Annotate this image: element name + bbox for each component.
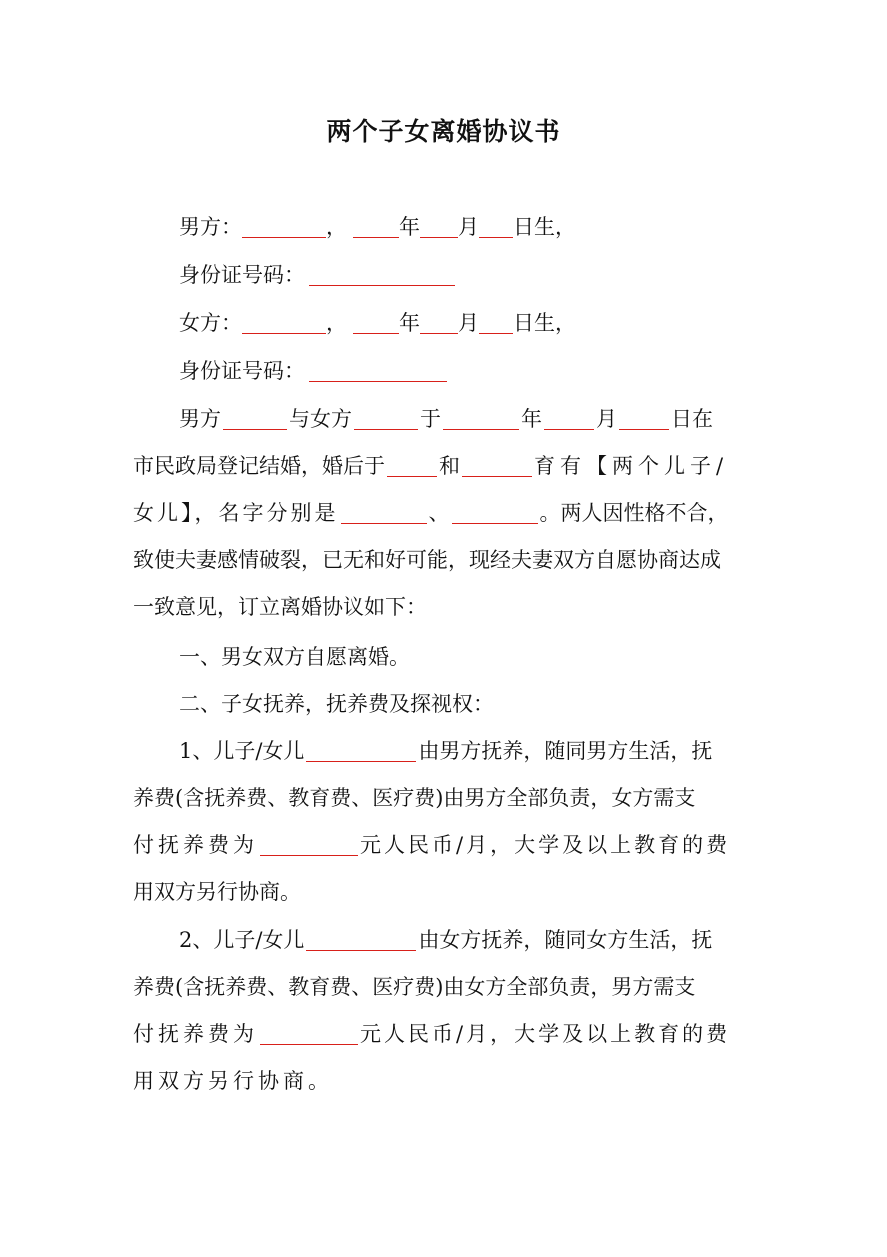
female-id-line	[179, 351, 755, 391]
text-segment: 男方	[179, 407, 221, 431]
text-segment: 付抚养费为	[133, 1022, 258, 1046]
label-id-number: 身份证号码：	[179, 359, 305, 383]
text-segment: 由女方抚养，随同女方生活，抚	[418, 928, 713, 952]
blank-female-birth-day[interactable]	[479, 305, 513, 334]
blank-male-name[interactable]	[242, 209, 326, 238]
item-1: 一、男女双方自愿离婚。	[179, 645, 410, 669]
text-year: 年	[399, 311, 420, 335]
p1-line-4: 致使夫妻感情破裂，已无和好可能，现经夫妻双方自愿协商达成	[133, 548, 721, 572]
label-id-number: 身份证号码：	[179, 263, 305, 287]
blank-child-birth-year-2[interactable]	[462, 448, 532, 477]
text-comma: ，	[326, 215, 347, 239]
blank-male-birth-year[interactable]	[353, 209, 399, 238]
text-segment: 月	[596, 407, 617, 431]
blank-support-amount-male[interactable]	[260, 1016, 358, 1045]
blank-child-name-female-custody[interactable]	[306, 922, 416, 951]
s1-line-1	[179, 731, 755, 771]
blank-support-amount-female[interactable]	[260, 827, 358, 856]
text-segment: 和	[439, 454, 460, 478]
s1-line-3	[133, 825, 755, 865]
blank-child-name-1[interactable]	[341, 495, 427, 524]
blank-female-birth-year[interactable]	[353, 305, 399, 334]
s1-line-4: 用双方另行协商。	[133, 880, 301, 904]
text-birth-day: 日生，	[513, 311, 576, 335]
blank-male-birth-day[interactable]	[479, 209, 513, 238]
text-segment: 育有【两个儿子/	[534, 454, 729, 478]
text-segment: 市民政局登记结婚，婚后于	[133, 454, 385, 478]
text-segment: 、	[428, 501, 450, 525]
text-comma: ，	[326, 311, 347, 335]
p1-line-1	[179, 399, 755, 439]
text-segment: 于	[420, 407, 441, 431]
blank-male-id-number[interactable]	[309, 257, 455, 286]
blank-marriage-day[interactable]	[619, 401, 669, 430]
text-birth-day: 日生，	[513, 215, 576, 239]
text-segment: 与女方	[289, 407, 352, 431]
blank-child-birth-year-1[interactable]	[387, 448, 437, 477]
p1-line-3	[133, 493, 755, 533]
p1-line-5: 一致意见，订立离婚协议如下：	[133, 595, 427, 619]
s2-line-3	[133, 1014, 755, 1054]
blank-marriage-year[interactable]	[443, 401, 519, 430]
text-segment: 。两人因性格不合，	[539, 501, 729, 525]
text-month: 月	[458, 311, 479, 335]
text-segment: 付抚养费为	[133, 833, 258, 857]
text-segment: 日在	[671, 407, 713, 431]
s2-line-2: 养费(含抚养费、教育费、医疗费)由女方全部负责，男方需支	[133, 975, 696, 999]
male-info-line	[179, 207, 755, 247]
s2-line-1	[179, 920, 755, 960]
blank-male-birth-month[interactable]	[420, 209, 458, 238]
label-male: 男方：	[179, 215, 242, 239]
blank-female-name-2[interactable]	[354, 401, 418, 430]
blank-child-name-male-custody[interactable]	[306, 733, 416, 762]
text-year: 年	[399, 215, 420, 239]
item-2: 二、子女抚养，抚养费及探视权：	[179, 692, 494, 716]
blank-female-name[interactable]	[242, 305, 326, 334]
blank-female-birth-month[interactable]	[420, 305, 458, 334]
text-segment: 年	[521, 407, 542, 431]
female-info-line	[179, 303, 755, 343]
document-title: 两个子女离婚协议书	[326, 117, 561, 146]
text-month: 月	[458, 215, 479, 239]
blank-female-id-number[interactable]	[309, 353, 447, 382]
text-segment: 女儿】，名字分别是	[133, 501, 339, 525]
text-segment: 1、儿子/女儿	[179, 739, 305, 763]
blank-child-name-2[interactable]	[452, 495, 538, 524]
s2-line-4: 用双方另行协商。	[133, 1069, 333, 1093]
p1-line-2	[133, 446, 755, 486]
text-segment: 由男方抚养，随同男方生活，抚	[418, 739, 713, 763]
text-segment: 元人民币/月，大学及以上教育的费	[360, 1022, 731, 1046]
text-segment: 2、儿子/女儿	[179, 928, 305, 952]
blank-male-name-2[interactable]	[223, 401, 287, 430]
male-id-line	[179, 255, 755, 295]
blank-marriage-month[interactable]	[544, 401, 594, 430]
text-segment: 元人民币/月，大学及以上教育的费	[360, 833, 731, 857]
s1-line-2: 养费(含抚养费、教育费、医疗费)由男方全部负责，女方需支	[133, 786, 696, 810]
label-female: 女方：	[179, 311, 242, 335]
